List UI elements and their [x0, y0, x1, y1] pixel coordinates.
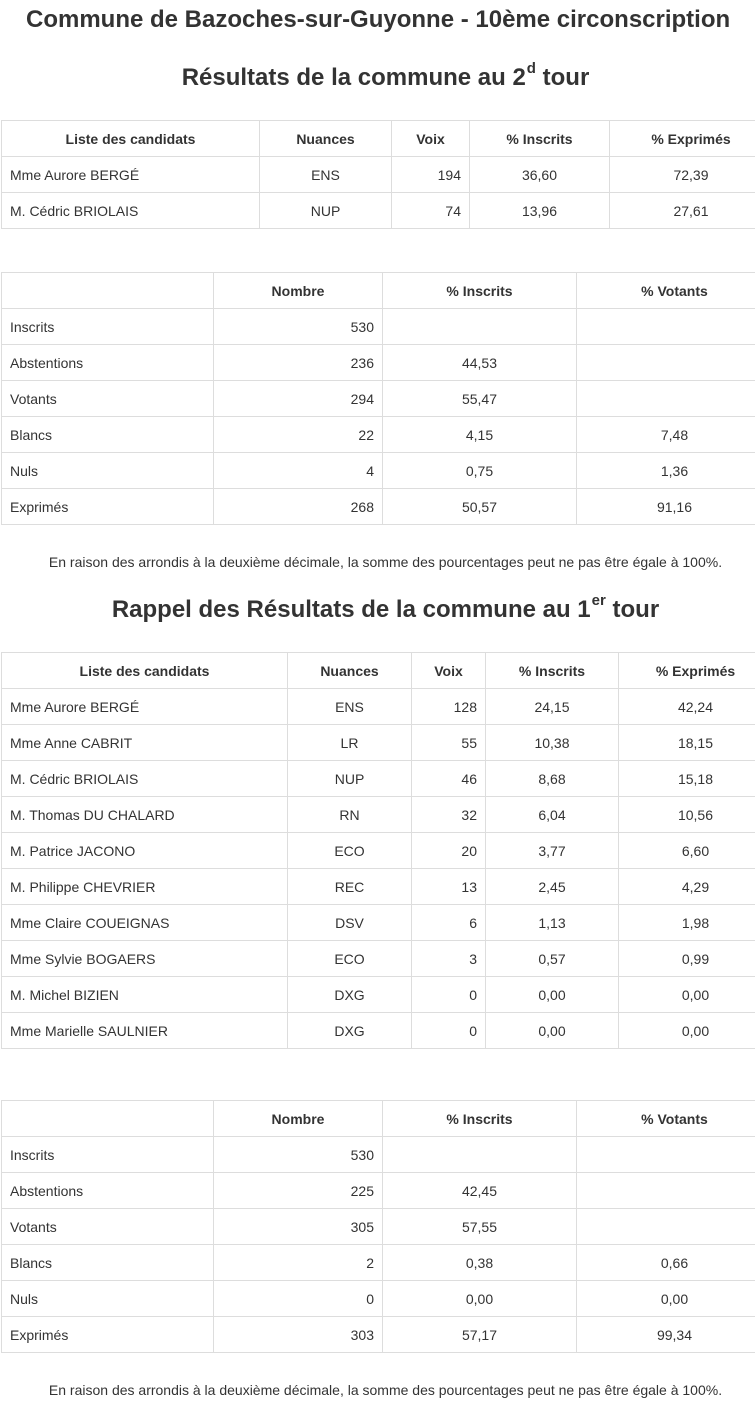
- candidate-voix: 194: [392, 157, 470, 193]
- rounding-note: En raison des arrondis à la deuxième décimale, la somme des pourcentages peut ne pas être égale à 100%.: [48, 1382, 723, 1398]
- candidate-exprimes: 4,29: [619, 869, 755, 905]
- stat-inscrits: 0,38: [383, 1245, 577, 1281]
- stat-label: Exprimés: [2, 1317, 214, 1353]
- table-header-row: [2, 121, 755, 157]
- stat-votants: [577, 309, 755, 345]
- table-header-row: [2, 273, 755, 309]
- table-row: [2, 941, 755, 977]
- stat-label: Votants: [2, 1209, 214, 1245]
- candidate-exprimes: 15,18: [619, 761, 755, 797]
- table-row: [2, 193, 755, 229]
- candidate-nuance: REC: [288, 869, 412, 905]
- stat-inscrits: [383, 309, 577, 345]
- candidate-voix: 13: [412, 869, 486, 905]
- stat-nombre: 236: [214, 345, 383, 381]
- table-header-row: [2, 653, 755, 689]
- stat-label: Blancs: [2, 417, 214, 453]
- candidate-name: Mme Sylvie BOGAERS: [2, 941, 288, 977]
- stat-votants: 1,36: [577, 453, 755, 489]
- candidate-exprimes: 6,60: [619, 833, 755, 869]
- candidate-nuance: LR: [288, 725, 412, 761]
- candidate-voix: 32: [412, 797, 486, 833]
- table-row: [2, 1137, 755, 1173]
- candidate-name: M. Philippe CHEVRIER: [2, 869, 288, 905]
- candidate-exprimes: 0,00: [619, 977, 755, 1013]
- stat-inscrits: 55,47: [383, 381, 577, 417]
- round2-title-suffix: tour: [535, 64, 590, 91]
- header-candidates: Liste des candidats: [2, 653, 288, 689]
- candidate-inscrits: 36,60: [470, 157, 610, 193]
- stat-votants: 7,48: [577, 417, 755, 453]
- header-inscrits: % Inscrits: [383, 1101, 577, 1137]
- candidate-voix: 20: [412, 833, 486, 869]
- candidate-exprimes: 18,15: [619, 725, 755, 761]
- candidate-name: M. Cédric BRIOLAIS: [2, 761, 288, 797]
- candidate-voix: 3: [412, 941, 486, 977]
- candidate-exprimes: 0,00: [619, 1013, 755, 1049]
- table-row: [2, 1281, 755, 1317]
- table-row: [2, 157, 755, 193]
- candidate-voix: 46: [412, 761, 486, 797]
- stat-label: Nuls: [2, 453, 214, 489]
- stat-inscrits: 57,55: [383, 1209, 577, 1245]
- candidate-nuance: DXG: [288, 1013, 412, 1049]
- candidate-nuance: ENS: [288, 689, 412, 725]
- table-row: [2, 725, 755, 761]
- candidate-nuance: NUP: [260, 193, 392, 229]
- candidate-inscrits: 24,15: [486, 689, 619, 725]
- stat-label: Exprimés: [2, 489, 214, 525]
- candidate-inscrits: 3,77: [486, 833, 619, 869]
- candidate-inscrits: 6,04: [486, 797, 619, 833]
- table-row: [2, 1173, 755, 1209]
- header-nuances: Nuances: [260, 121, 392, 157]
- candidate-nuance: ECO: [288, 941, 412, 977]
- stat-label: Abstentions: [2, 1173, 214, 1209]
- table-row: [2, 381, 755, 417]
- candidate-nuance: DXG: [288, 977, 412, 1013]
- header-inscrits: % Inscrits: [383, 273, 577, 309]
- stat-votants: [577, 1137, 755, 1173]
- header-empty: [2, 273, 214, 309]
- table-row: [2, 1317, 755, 1353]
- stat-nombre: 268: [214, 489, 383, 525]
- stat-inscrits: 44,53: [383, 345, 577, 381]
- candidate-name: Mme Aurore BERGÉ: [2, 689, 288, 725]
- header-votants: % Votants: [577, 273, 755, 309]
- round2-title-text: Résultats de la commune au 2: [181, 64, 526, 91]
- candidate-name: M. Michel BIZIEN: [2, 977, 288, 1013]
- stat-nombre: 303: [214, 1317, 383, 1353]
- candidate-name: M. Thomas DU CHALARD: [2, 797, 288, 833]
- stat-label: Blancs: [2, 1245, 214, 1281]
- stat-nombre: 225: [214, 1173, 383, 1209]
- header-exprimes: % Exprimés: [619, 653, 755, 689]
- stat-votants: 99,34: [577, 1317, 755, 1353]
- round1-title-sup: er: [591, 592, 606, 609]
- candidate-voix: 128: [412, 689, 486, 725]
- table-row: [2, 797, 755, 833]
- candidate-exprimes: 27,61: [610, 193, 755, 229]
- table-row: [2, 977, 755, 1013]
- stat-nombre: 4: [214, 453, 383, 489]
- stat-inscrits: 0,75: [383, 453, 577, 489]
- header-candidates: Liste des candidats: [2, 121, 260, 157]
- stat-inscrits: 42,45: [383, 1173, 577, 1209]
- stat-votants: [577, 1209, 755, 1245]
- stat-votants: 0,00: [577, 1281, 755, 1317]
- candidate-voix: 0: [412, 1013, 486, 1049]
- header-nombre: Nombre: [214, 273, 383, 309]
- round1-title-text: Rappel des Résultats de la commune au 1: [111, 596, 591, 623]
- table-row: [2, 309, 755, 345]
- candidate-nuance: RN: [288, 797, 412, 833]
- table-row: [2, 833, 755, 869]
- stat-votants: [577, 1173, 755, 1209]
- candidate-nuance: ECO: [288, 833, 412, 869]
- header-inscrits: % Inscrits: [470, 121, 610, 157]
- stat-label: Nuls: [2, 1281, 214, 1317]
- candidate-name: Mme Anne CABRIT: [2, 725, 288, 761]
- header-empty: [2, 1101, 214, 1137]
- candidate-exprimes: 72,39: [610, 157, 755, 193]
- header-nombre: Nombre: [214, 1101, 383, 1137]
- candidate-exprimes: 0,99: [619, 941, 755, 977]
- round1-title: [0, 592, 755, 624]
- round2-title-sup: d: [526, 60, 536, 77]
- candidate-inscrits: 0,00: [486, 977, 619, 1013]
- candidate-voix: 0: [412, 977, 486, 1013]
- candidate-inscrits: 0,57: [486, 941, 619, 977]
- table-row: [2, 1245, 755, 1281]
- stat-votants: 91,16: [577, 489, 755, 525]
- candidate-exprimes: 42,24: [619, 689, 755, 725]
- candidate-name: M. Cédric BRIOLAIS: [2, 193, 260, 229]
- candidate-name: Mme Marielle SAULNIER: [2, 1013, 288, 1049]
- stat-label: Inscrits: [2, 1137, 214, 1173]
- table-row: [2, 869, 755, 905]
- stat-label: Inscrits: [2, 309, 214, 345]
- candidate-nuance: ENS: [260, 157, 392, 193]
- page-title: Commune de Bazoches-sur-Guyonne - 10ème circonscription: [26, 6, 731, 33]
- candidate-nuance: NUP: [288, 761, 412, 797]
- rounding-note: En raison des arrondis à la deuxième décimale, la somme des pourcentages peut ne pas être égale à 100%.: [48, 554, 723, 570]
- candidate-voix: 74: [392, 193, 470, 229]
- candidate-exprimes: 1,98: [619, 905, 755, 941]
- stat-inscrits: 50,57: [383, 489, 577, 525]
- table-row: [2, 1209, 755, 1245]
- candidate-name: Mme Aurore BERGÉ: [2, 157, 260, 193]
- table-row: [2, 489, 755, 525]
- round2-title: [0, 60, 755, 92]
- candidate-inscrits: 1,13: [486, 905, 619, 941]
- table-row: [2, 761, 755, 797]
- stat-nombre: 530: [214, 309, 383, 345]
- header-exprimes: % Exprimés: [610, 121, 755, 157]
- header-voix: Voix: [392, 121, 470, 157]
- candidate-nuance: DSV: [288, 905, 412, 941]
- candidate-exprimes: 10,56: [619, 797, 755, 833]
- stat-inscrits: 4,15: [383, 417, 577, 453]
- stat-inscrits: 0,00: [383, 1281, 577, 1317]
- stat-votants: [577, 345, 755, 381]
- stat-votants: [577, 381, 755, 417]
- table-row: [2, 689, 755, 725]
- stat-nombre: 294: [214, 381, 383, 417]
- candidate-name: M. Patrice JACONO: [2, 833, 288, 869]
- stat-nombre: 530: [214, 1137, 383, 1173]
- stat-inscrits: [383, 1137, 577, 1173]
- table-row: [2, 345, 755, 381]
- round2-stats-table: [1, 272, 755, 525]
- header-inscrits: % Inscrits: [486, 653, 619, 689]
- header-votants: % Votants: [577, 1101, 755, 1137]
- stat-inscrits: 57,17: [383, 1317, 577, 1353]
- header-nuances: Nuances: [288, 653, 412, 689]
- stat-label: Abstentions: [2, 345, 214, 381]
- candidate-voix: 55: [412, 725, 486, 761]
- stat-votants: 0,66: [577, 1245, 755, 1281]
- table-row: [2, 1013, 755, 1049]
- stat-nombre: 305: [214, 1209, 383, 1245]
- candidate-inscrits: 13,96: [470, 193, 610, 229]
- stat-label: Votants: [2, 381, 214, 417]
- candidate-inscrits: 2,45: [486, 869, 619, 905]
- candidate-inscrits: 0,00: [486, 1013, 619, 1049]
- stat-nombre: 22: [214, 417, 383, 453]
- candidate-voix: 6: [412, 905, 486, 941]
- stat-nombre: 2: [214, 1245, 383, 1281]
- round1-title-suffix: tour: [605, 596, 660, 623]
- table-header-row: [2, 1101, 755, 1137]
- candidate-name: Mme Claire COUEIGNAS: [2, 905, 288, 941]
- header-voix: Voix: [412, 653, 486, 689]
- stat-nombre: 0: [214, 1281, 383, 1317]
- round1-stats-table: [1, 1100, 755, 1353]
- table-row: [2, 905, 755, 941]
- table-row: [2, 417, 755, 453]
- round2-candidates-table: [1, 120, 755, 229]
- candidate-inscrits: 10,38: [486, 725, 619, 761]
- table-row: [2, 453, 755, 489]
- round1-candidates-table: [1, 652, 755, 1049]
- candidate-inscrits: 8,68: [486, 761, 619, 797]
